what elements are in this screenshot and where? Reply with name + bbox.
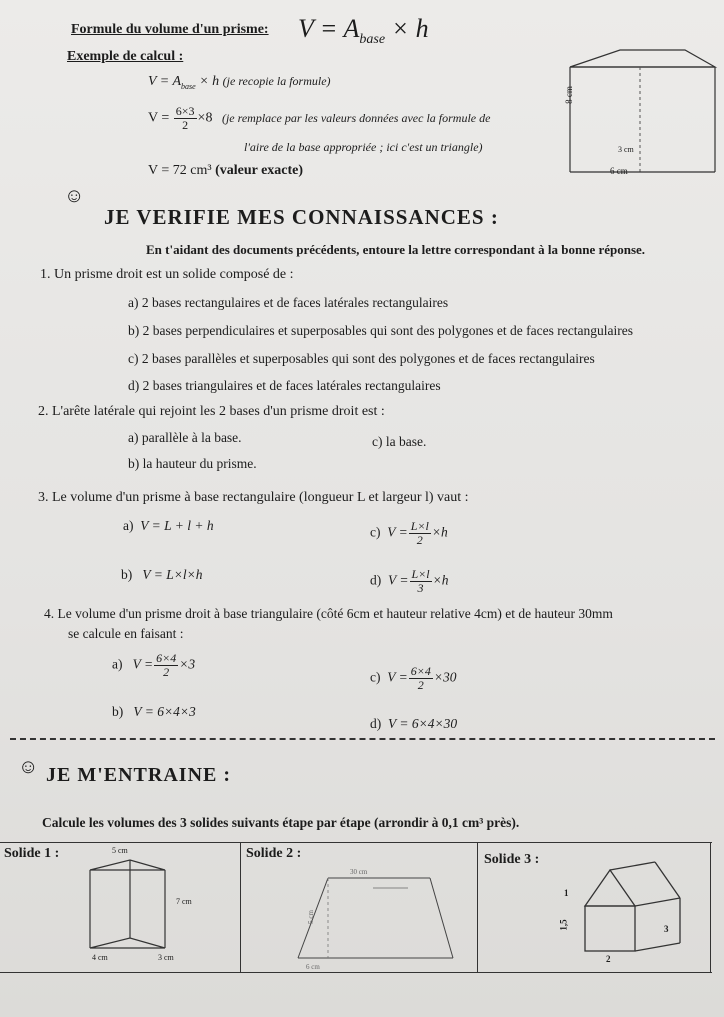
q4-d-formula: V = 6×4×30 (388, 716, 458, 731)
solids-top-border (0, 842, 712, 843)
solid1-label-top: 5 cm (112, 846, 128, 855)
example-prism-figure (560, 42, 720, 182)
q4-a-num: 6×4 (156, 651, 177, 665)
q3-b-formula: V = L×l×h (142, 567, 203, 582)
q1-option-c[interactable]: c) 2 bases parallèles et superposables qui sont des polygones et de faces rectangulaires (128, 351, 595, 366)
q3-text: 3. Le volume d'un prisme à base rectangulaire (longueur L et largeur l) vaut : (38, 490, 469, 505)
q4-b-formula: V = 6×4×3 (133, 704, 196, 719)
example-line2-num: 6×3 (175, 104, 195, 118)
formula-sub: base (359, 32, 386, 48)
example-line1-text: V = A (148, 74, 182, 89)
q4-option-b[interactable] (112, 704, 196, 720)
solid1-title: Solide 1 : (4, 846, 60, 861)
q3-c-label: c) (370, 524, 381, 540)
q3-c-prefix: V = (387, 524, 408, 540)
formula-tail: × h (385, 14, 429, 43)
solid3-label-w: 2 (606, 954, 611, 964)
example-line2-tail: ×8 (197, 110, 213, 126)
q2-option-c[interactable]: c) la base. (372, 434, 427, 449)
solid3-figure (570, 858, 710, 968)
q3-option-d[interactable] (370, 568, 448, 595)
solid3-label-h: 1,5 (558, 919, 569, 931)
example-fig-label-base: 6 cm (610, 166, 628, 176)
solids-bottom-border (0, 972, 712, 973)
example-line2-note: (je remplace par les valeurs données avec la formule de (221, 110, 491, 125)
solids-right-border (710, 842, 711, 972)
q3-d-num: L×l (411, 567, 430, 581)
q2-option-b[interactable]: b) la hauteur du prisme. (128, 456, 257, 471)
main-formula (298, 14, 429, 48)
q4-a-label: a) (112, 656, 123, 672)
q4-c-prefix: V = (387, 669, 408, 685)
solid1-label-b1: 4 cm (92, 953, 108, 962)
example-line1 (148, 74, 331, 91)
q3-d-den: 3 (417, 581, 424, 595)
q3-c-num: L×l (410, 519, 429, 533)
q4-option-d[interactable] (370, 716, 457, 732)
q3-option-b[interactable] (121, 567, 202, 583)
face-icon: ☺ (64, 185, 85, 207)
q3-d-prefix: V = (388, 572, 409, 588)
q4-c-label: c) (370, 669, 381, 685)
example-line1-sub: base (181, 81, 196, 91)
q4-c-den: 2 (417, 678, 424, 692)
q3-option-a[interactable] (123, 518, 214, 534)
q4-c-num: 6×4 (410, 664, 431, 678)
q4-a-den: 2 (163, 665, 170, 679)
q4-a-tail: ×3 (179, 656, 196, 672)
q4-d-label: d) (370, 716, 382, 731)
q4-text: 4. Le volume d'un prisme droit à base triangulaire (côté 6cm et hauteur relative 4cm) et de hauteur 30mm (44, 606, 613, 621)
formula-main-text: V = A (298, 14, 360, 43)
q1-option-b[interactable]: b) 2 bases perpendiculaires et superposables qui sont des polygones et de faces rectangulaires (128, 323, 633, 338)
q3-a-formula: V = L + l + h (140, 518, 214, 533)
q4-c-tail: ×30 (433, 669, 457, 685)
solid2-title: Solide 2 : (246, 846, 302, 861)
q3-a-label: a) (123, 518, 134, 533)
example-line2-prefix: V = (148, 110, 170, 126)
solid3-label-top: 1 (564, 888, 569, 898)
section1-title: JE VERIFIE MES CONNAISSANCES : (104, 205, 499, 229)
q3-c-tail: ×h (431, 524, 448, 540)
solid2-label-bottom: 6 cm (306, 963, 320, 971)
example-line3-value: V = 72 cm³ (148, 163, 212, 178)
q4-text2: se calcule en faisant : (68, 626, 184, 641)
solid2-label-top: 30 cm (350, 868, 368, 876)
q3-d-label: d) (370, 572, 382, 588)
example-line1-note: (je recopie la formule) (222, 74, 331, 88)
example-fig-label-side: 3 cm (618, 145, 634, 154)
solid3-label-d: 3 (664, 924, 669, 934)
q4-option-c[interactable] (370, 665, 456, 692)
solid1-figure (85, 858, 175, 958)
example-fig-label-h: 8 cm (563, 86, 574, 104)
solid1-label-b2: 3 cm (158, 953, 174, 962)
section2-instruction: Calcule les volumes des 3 solides suivants étape par étape (arrondir à 0,1 cm³ près). (42, 815, 520, 830)
q1-option-a[interactable]: a) 2 bases rectangulaires et de faces latérales rectangulaires (128, 295, 449, 310)
solids-divider-1 (240, 842, 241, 972)
q4-b-label: b) (112, 704, 124, 719)
section-separator (10, 738, 715, 740)
q4-option-a[interactable] (112, 652, 195, 679)
q3-d-tail: ×h (432, 572, 449, 588)
solid3-title: Solide 3 : (484, 852, 540, 867)
section2-title: JE M'ENTRAINE : (46, 764, 232, 786)
q3-option-c[interactable] (370, 520, 448, 547)
example-line2-den: 2 (182, 118, 189, 132)
q3-c-den: 2 (416, 533, 423, 547)
example-line1-tail: × h (195, 74, 220, 89)
q2-text: 2. L'arête latérale qui rejoint les 2 bases d'un prisme droit est : (38, 404, 385, 419)
solid1-label-h: 7 cm (176, 897, 192, 906)
face-icon-2: ☺ (18, 756, 39, 778)
solid2-label-side: 5 cm (306, 910, 315, 924)
example-line3 (148, 163, 303, 179)
q1-option-d[interactable]: d) 2 bases triangulaires et de faces latérales rectangulaires (128, 378, 441, 393)
q3-b-label: b) (121, 567, 133, 582)
example-title: Exemple de calcul : (67, 49, 184, 64)
example-line3-note: (valeur exacte) (215, 163, 304, 178)
q4-a-prefix: V = (132, 656, 154, 672)
formula-title: Formule du volume d'un prisme: (71, 22, 269, 37)
q2-option-a[interactable]: a) parallèle à la base. (128, 430, 242, 445)
example-line2-note2: l'aire de la base appropriée ; ici c'est un triangle) (244, 140, 483, 154)
example-line2 (148, 105, 490, 132)
q1-text: 1. Un prisme droit est un solide composé de : (40, 267, 294, 282)
section1-instruction: En t'aidant des documents précédents, entoure la lettre correspondant à la bonne réponse. (146, 242, 646, 257)
solids-divider-2 (477, 842, 478, 972)
solid2-figure (288, 870, 468, 970)
